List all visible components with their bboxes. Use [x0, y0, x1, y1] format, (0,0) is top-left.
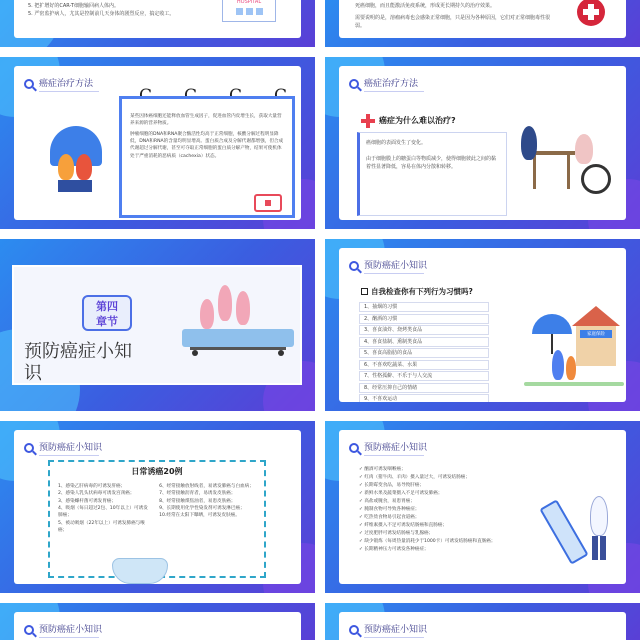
nurse-syringe-illustration	[544, 480, 624, 580]
list-item: 3、感染螺杆菌可诱发胃癌；	[58, 498, 117, 504]
list-item: ✓ 纤维素摄入不足可诱发结肠癌和直肠癌；	[359, 523, 448, 529]
slide-thumbnail-9[interactable]	[0, 603, 315, 640]
slide-card	[14, 0, 301, 38]
house-icon	[572, 306, 620, 326]
list-item: ✓ 长期霉变食品，易导致肝癌；	[359, 483, 425, 489]
slide-thumbnail-3[interactable]	[0, 57, 315, 229]
slide-title	[24, 440, 102, 456]
list-item: 8、经常压抑自己的情绪	[359, 383, 489, 393]
text-line: 5. 把扩增好的CAR-T细胞输回病人体内。	[28, 3, 119, 9]
paragraph: 某些因体癌细胞还能释放血管生成因子，促进血管内皮增生长，获取大量营养来源的营养物质。	[130, 114, 282, 127]
list-item: 2、感染人乳头状病毒可诱发宫颈癌；	[58, 491, 135, 497]
list-item: 4、吸烟（每日超过2包、10年以上）可诱发肺癌；	[58, 506, 148, 519]
slide-title	[349, 76, 424, 92]
list-item-text: 长期霉变食品，易导致肝癌；	[364, 483, 425, 489]
list-item-text: 新鲜水果及蔬菜摄入不足可诱发肺癌；	[364, 491, 443, 497]
info-box	[357, 132, 507, 216]
paragraph: 由于细胞膜上的糖蛋白等物质减少，使得细胞彼此之间的黏着性显著降低，容易在体内分散和转移。	[366, 156, 497, 170]
list-item-text: 腌制食物可导致各种癌症；	[364, 507, 420, 513]
search-icon	[349, 261, 359, 271]
slide-title	[349, 258, 427, 274]
text-line: 5. 严密监护病人，尤其是控制前几天身体的剧烈反应，搞定收工。	[28, 11, 175, 17]
search-icon	[24, 443, 34, 453]
list-item: 8、经常接触煤焦油者，易患皮肤癌；	[159, 498, 236, 504]
slide-title	[24, 76, 99, 92]
slide-title-text: 癌症治疗方法	[364, 79, 419, 89]
medical-kit-icon	[254, 194, 282, 212]
list-item-text: 缺少锻炼（每周热量消耗少于1000卡）可诱发结肠癌和直肠癌；	[364, 539, 496, 545]
slide-card	[339, 612, 626, 640]
list-item: 1、感染乙肝病毒的可诱发肝癌；	[58, 484, 126, 489]
slide-title-text: 预防癌症小知识	[39, 443, 103, 453]
list-item-text: 纤维素摄入不足可诱发结肠癌和直肠癌；	[364, 523, 448, 529]
list-item: 10.经常在太阳下曝晒，可诱发皮肤癌。	[159, 513, 240, 519]
list-item: 5、被动吸烟（22年以上）可诱发肺癌与喉癌；	[58, 520, 145, 534]
slide-title-text: 预防癌症小知识	[364, 443, 428, 453]
cause-list	[359, 466, 539, 554]
list-item: ✓ 腌制食物可导致各种癌症；	[359, 507, 420, 513]
list-item: 7、性格孤僻、不乐于与人交流	[359, 371, 489, 381]
slide-card	[14, 612, 301, 640]
list-item: 5、喜食高脂肪的食品	[359, 348, 489, 358]
chapter-number: 第四章节	[96, 300, 118, 328]
slide-title	[349, 440, 427, 456]
list-item-text: 红肉（猪牛肉、羊肉）摄入量过大，可诱发结肠癌；	[364, 475, 470, 481]
search-icon	[24, 79, 34, 89]
slide-title-text: 预防癌症小知识	[39, 625, 103, 635]
list-item-text: 吃热烫食物易引起食道癌；	[364, 515, 420, 521]
protection-hands-icon	[36, 126, 116, 196]
hospital-sign: HOSPITAL	[236, 0, 262, 5]
search-icon	[349, 79, 359, 89]
list-item: ✓ 过度肥胖可诱发结肠癌与乳腺癌；	[359, 531, 434, 537]
insurance-sign: 家庭保险	[580, 330, 612, 338]
wheelchair-icon	[581, 164, 611, 194]
checkbox-icon	[361, 288, 368, 295]
list-item: 2、酗酒的习惯	[359, 314, 489, 324]
slide-thumbnail-7[interactable]	[0, 421, 315, 593]
slide-card	[14, 66, 301, 220]
hospital-building-icon	[222, 0, 276, 22]
search-icon	[349, 625, 359, 635]
cross-icon	[361, 114, 375, 128]
doctor-patient-illustration	[519, 116, 619, 216]
slide-card	[339, 66, 626, 220]
slide-title-text: 预防癌症小知识	[364, 261, 428, 271]
slide-thumbnail-6[interactable]	[325, 239, 640, 411]
chapter-badge	[82, 295, 132, 331]
list-item: 1、抽烟的习惯	[359, 302, 489, 312]
list-item: 9、不喜欢运动	[359, 394, 489, 402]
text-line: 需要说明的是，溶瘤病毒也会感染正常细胞，只是因为各种原因，它们对正常细胞毒性很弱。	[355, 15, 551, 29]
search-icon	[24, 625, 34, 635]
list-item: 3、喜食油炸、烧烤类食品	[359, 325, 489, 335]
face-mask-icon	[112, 558, 168, 584]
list-item: 7、经常接触沥青者，易诱发皮肤癌；	[159, 491, 236, 497]
list-item: 6、经常接触放射线者，易诱发肺癌与白血病；	[159, 484, 254, 489]
list-item: 6、不喜欢吃蔬菜、水果	[359, 360, 489, 370]
list-item: ✓ 红肉（猪牛肉、羊肉）摄入量过大，可诱发结肠癌；	[359, 475, 470, 481]
slide-title	[349, 622, 427, 638]
list-item: ✓ 酗酒可诱发咽喉癌；	[359, 467, 406, 472]
list-item: ✓ 高盐或腌食，易患胃癌；	[359, 499, 415, 505]
list-item-text: 过度肥胖可诱发结肠癌与乳腺癌；	[364, 531, 434, 537]
slide-title-text: 癌症治疗方法	[39, 79, 94, 89]
medical-cross-icon	[569, 0, 613, 28]
slide-card	[339, 0, 626, 38]
box-title: 日常诱癌20例	[131, 467, 183, 476]
slide-card	[339, 248, 626, 402]
habit-list	[359, 302, 489, 402]
list-item: ✓ 吃热烫食物易引起食道癌；	[359, 515, 420, 521]
slide-card	[339, 430, 626, 584]
chapter-frame	[12, 265, 302, 385]
slide-thumbnail-8[interactable]	[325, 421, 640, 593]
list-item: ✓ 长期精神压力可诱发各种癌症；	[359, 547, 429, 553]
hospital-bed-icon	[182, 329, 294, 347]
paragraph: 癌细胞的表面发生了变化。	[366, 140, 427, 146]
family-insurance-illustration	[524, 298, 624, 398]
list-item: ✓ 新鲜水果及蔬菜摄入不足可诱发肺癌；	[359, 491, 443, 497]
slide-thumbnail-10[interactable]	[325, 603, 640, 640]
list-item: ✓ 缺少锻炼（每周热量消耗少于1000卡）可诱发结肠癌和直肠癌；	[359, 539, 496, 545]
medical-staff-illustration	[182, 277, 297, 377]
syringe-icon	[539, 499, 588, 564]
slide-thumbnail-2[interactable]	[325, 0, 640, 47]
chapter-title: 预防癌症小知识	[24, 341, 132, 384]
slide-card	[14, 430, 301, 584]
search-icon	[349, 443, 359, 453]
text-line: 死癌细胞，而且能激活免疫系统，形成更长期持久的治疗效果。	[355, 3, 496, 9]
slide-title	[24, 622, 102, 638]
list-item-text: 高盐或腌食，易患胃癌；	[364, 499, 415, 505]
list-item: 9、长期使用化学性染发剂可诱发淋巴癌；	[159, 506, 245, 512]
slide-title-text: 预防癌症小知识	[364, 625, 428, 635]
section-heading: 癌症为什么难以治疗?	[379, 116, 456, 125]
slide-thumbnail-4[interactable]	[325, 57, 640, 229]
slide-thumbnail-1[interactable]	[0, 0, 315, 47]
list-item-text: 酗酒可诱发咽喉癌；	[364, 467, 406, 472]
slide-thumbnail-5[interactable]	[0, 239, 315, 411]
paragraph: 肿瘤细胞的DNA和RNA聚合酶活性均高于正常细胞，核酸分解过程明显降低，DNA和RNA的含量均明显增高。蛋白质合成及分解代谢都增强，但合成代谢超过分解代谢，甚至可夺取正常细胞的蛋白质分解产物，结果可使机体处于严重消耗的恶病质（cachexia）状态。	[130, 131, 284, 159]
umbrella-icon	[532, 314, 572, 334]
question-heading: 自我检查你有下列行为习惯吗?	[371, 287, 473, 296]
list-item-text: 长期精神压力可诱发各种癌症；	[364, 547, 429, 553]
list-item: 4、喜食盐制、熏制类食品	[359, 337, 489, 347]
